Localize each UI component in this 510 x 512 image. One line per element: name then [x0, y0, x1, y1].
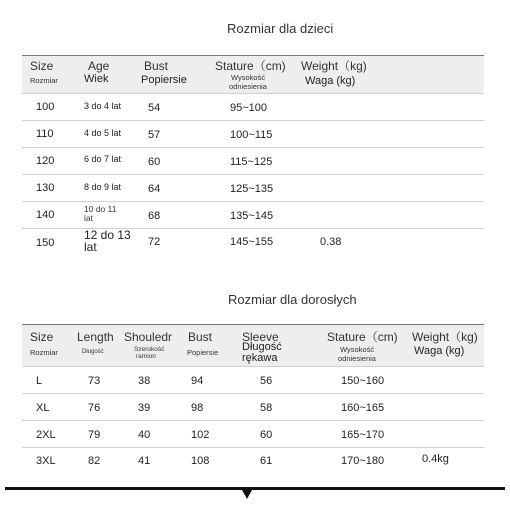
- table-row: [22, 393, 484, 420]
- header-stature-sub1: Wysokość: [340, 345, 375, 354]
- cell-bust: 57: [148, 129, 161, 141]
- header-shoulder: Shouledr: [124, 330, 173, 344]
- cell-length: 82: [88, 455, 101, 467]
- cell-age: 8 do 9 lat: [84, 182, 122, 192]
- cell-size: L: [36, 375, 43, 387]
- header-shoulder-sub2: ramion: [136, 353, 156, 360]
- kids-table-title: Rozmiar dla dzieci: [227, 21, 334, 36]
- cell-length: 79: [88, 429, 101, 441]
- cell-bust: 60: [148, 156, 161, 168]
- cell-stature: 160~165: [341, 402, 385, 414]
- cell-sleeve: 58: [260, 402, 273, 414]
- header-sleeve-sub2: rękawa: [242, 352, 278, 364]
- header-length: Length: [77, 330, 114, 344]
- cell-size: 100: [36, 101, 55, 113]
- table-row: [22, 174, 484, 201]
- cell-bust: 54: [148, 102, 161, 114]
- kids-table-header: [22, 55, 484, 94]
- header-bust-sub: Popiersie: [141, 74, 187, 86]
- cell-age-line2: lat: [84, 213, 93, 223]
- table-row: [22, 228, 484, 255]
- kids-size-table: [22, 55, 484, 255]
- header-size: Size: [30, 59, 54, 73]
- table-row: [22, 147, 484, 174]
- cell-stature: 115~125: [230, 156, 273, 168]
- cell-size: 2XL: [36, 429, 56, 441]
- header-age: Age: [88, 59, 110, 73]
- header-weight: Weight（kg): [301, 59, 367, 73]
- header-bust: Bust: [144, 59, 169, 73]
- cell-sleeve: 60: [260, 429, 273, 441]
- adult-size-table: [22, 324, 484, 470]
- header-weight-sub: Waga (kg): [414, 345, 465, 357]
- header-size-sub: Rozmiar: [30, 348, 58, 357]
- header-bust-sub: Popiersie: [187, 348, 219, 357]
- adult-table-title: Rozmiar dla dorosłych: [228, 292, 357, 307]
- header-bust: Bust: [188, 330, 213, 344]
- header-weight-sub: Waga (kg): [305, 75, 356, 87]
- cell-shoulder: 38: [138, 375, 151, 387]
- cell-bust: 98: [191, 402, 204, 414]
- cell-stature: 95~100: [230, 102, 268, 114]
- cell-stature: 145~155: [230, 236, 274, 248]
- cell-bust: 68: [148, 210, 161, 222]
- header-stature: Stature（cm): [327, 330, 398, 344]
- table-row: [22, 366, 484, 393]
- header-size: Size: [30, 330, 54, 344]
- header-shoulder-sub1: Szerokość: [134, 346, 165, 353]
- cell-age-line2: lat: [84, 240, 97, 254]
- cell-weight: 0.38: [320, 236, 342, 248]
- cell-size: 3XL: [36, 455, 56, 467]
- cell-sleeve: 61: [260, 455, 273, 467]
- header-age-sub: Wiek: [84, 73, 109, 85]
- cell-sleeve: 56: [260, 375, 273, 387]
- header-weight: Weight（kg): [412, 330, 478, 344]
- cell-length: 76: [88, 402, 101, 414]
- cell-size: 130: [36, 182, 55, 194]
- header-stature-sub2: odniesienia: [229, 82, 267, 91]
- header-sleeve: Sleeve: [242, 330, 279, 344]
- table-row: [22, 447, 484, 471]
- cell-bust: 108: [191, 455, 210, 467]
- cell-size: 120: [36, 155, 55, 167]
- cell-stature: 125~135: [230, 183, 274, 195]
- cell-stature: 170~180: [341, 455, 385, 467]
- cell-stature: 150~160: [341, 375, 385, 387]
- header-stature-sub1: Wysokość: [231, 73, 266, 82]
- cell-stature: 135~145: [230, 210, 274, 222]
- cell-age-line1: 12 do 13: [84, 228, 131, 242]
- table-row: [22, 201, 484, 228]
- cell-bust: 64: [148, 183, 161, 195]
- cell-bust: 72: [148, 236, 161, 248]
- cell-weight: 0.4kg: [422, 453, 449, 465]
- cell-age: 4 do 5 lat: [84, 128, 122, 138]
- table-row: [22, 120, 484, 147]
- cell-bust: 94: [191, 375, 204, 387]
- cell-size: 140: [36, 209, 55, 221]
- header-size-sub: Rozmiar: [30, 76, 58, 85]
- cell-age-line1: 10 do 11: [84, 204, 117, 214]
- cell-stature: 165~170: [341, 429, 385, 441]
- cell-length: 73: [88, 375, 101, 387]
- cell-age: 6 do 7 lat: [84, 154, 122, 164]
- cell-size: XL: [36, 402, 50, 414]
- cell-size: 110: [36, 128, 54, 140]
- cell-age: 3 do 4 lat: [84, 101, 122, 111]
- header-stature: Stature（cm): [215, 59, 286, 73]
- cell-shoulder: 41: [138, 455, 151, 467]
- table-row: [22, 93, 484, 120]
- cell-stature: 100~115: [230, 129, 273, 141]
- down-triangle-icon: [242, 490, 252, 499]
- cell-shoulder: 40: [138, 429, 151, 441]
- header-sleeve-sub1: Długość: [242, 341, 282, 353]
- adult-table-header: [22, 324, 484, 367]
- table-row: [22, 420, 484, 447]
- header-length-sub: Długość: [82, 349, 104, 355]
- bottom-divider: [5, 487, 505, 490]
- cell-shoulder: 39: [138, 402, 151, 414]
- cell-bust: 102: [191, 429, 210, 441]
- cell-size: 150: [36, 237, 55, 249]
- header-stature-sub2: odniesienia: [338, 354, 376, 363]
